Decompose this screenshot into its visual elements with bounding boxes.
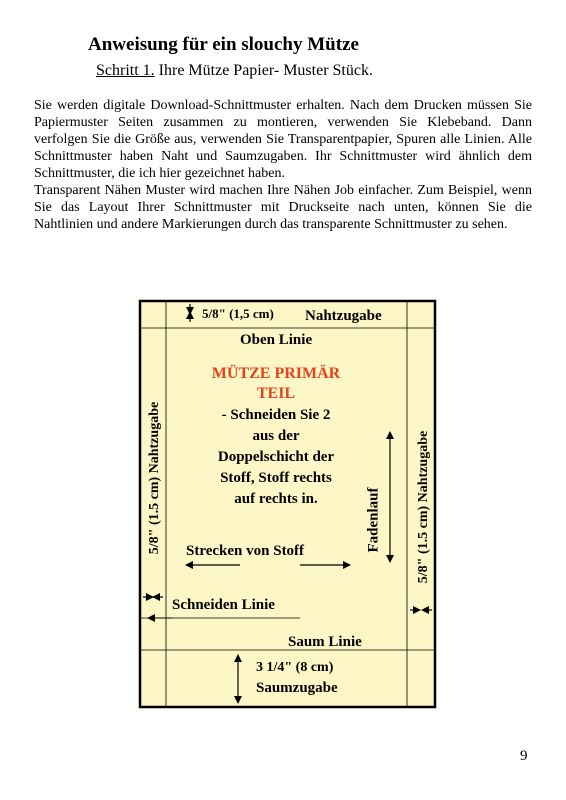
top-line-label: Oben Linie xyxy=(240,332,313,348)
instruction-line-1: - Schneiden Sie 2 xyxy=(221,407,331,423)
piece-title-line-2: TEIL xyxy=(256,385,296,402)
instruction-line-5: auf rechts in. xyxy=(234,491,318,507)
cutting-instruction xyxy=(186,405,366,510)
page-title: Anweisung für ein slouchy Mütze xyxy=(88,34,359,55)
instruction-line-4: Stoff, Stoff rechts xyxy=(220,470,332,486)
hem-line-label: Saum Linie xyxy=(288,634,362,650)
step-text: Ihre Mütze Papier- Muster Stück. xyxy=(154,62,373,79)
paragraph-1: Sie werden digitale Download-Schnittmuster erhalten. Nach dem Drucken müssen Sie Papiermuster Seiten zusammen zu montieren, verwenden Sie Klebeband. Dann verfolgen Sie die Größe aus, verwenden Sie Transparentpapier, Spuren alle Linien. Alle Schnittmuster haben Naht und Saumzugaben. Ihr Schnittmuster wird ähnlich dem Schnittmuster, die ich hier gezeichnet haben. xyxy=(34,98,532,181)
stretch-label: Strecken von Stoff xyxy=(186,543,305,559)
instruction-line-3: Doppelschicht der xyxy=(217,449,335,465)
piece-title xyxy=(186,364,366,404)
hem-allowance-measure: 3 1/4" (8 cm) xyxy=(256,660,334,675)
right-allowance-label: 5/8" (1.5 cm) Nahtzugabe xyxy=(416,430,431,584)
left-allowance-label: 5/8" (1.5 cm) Nahtzugabe xyxy=(147,401,162,555)
top-allowance-measure: 5/8" (1,5 cm) xyxy=(202,306,274,321)
cut-line-label: Schneiden Linie xyxy=(172,597,275,613)
grainline-label: Fadenlauf xyxy=(365,487,382,553)
step-label: Schritt 1. xyxy=(96,62,155,79)
piece-title-line-1: MÜTZE PRIMÄR xyxy=(211,365,341,382)
hem-allowance-label: Saumzugabe xyxy=(256,680,338,696)
page-number: 9 xyxy=(520,748,528,764)
paragraph-2: Transparent Nähen Muster wird machen Ihre Nähen Job einfacher. Zum Beispiel, wenn Sie das Layout Ihrer Schnittmuster mit Druckseite nach unten, können Sie die Nahtlinien und andere Markierungen durch das transparente Schnittmuster zu sehen. xyxy=(34,183,532,232)
instruction-line-2: aus der xyxy=(252,428,300,444)
top-allowance-label: Nahtzugabe xyxy=(305,308,382,324)
